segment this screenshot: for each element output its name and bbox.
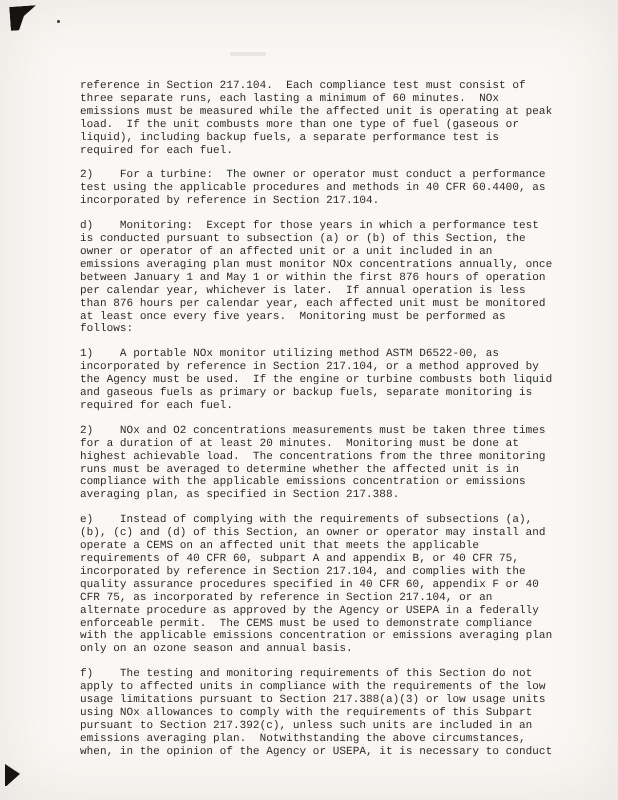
paragraph: f) The testing and monitoring requirements of this Section do not apply to affected units in compliance with the requirements of the low usage limitations pursuant to Section 217.388(a)(3) or low usage units using NOx allowances to comply with the requirements of this Subpart pursuant to Section 217.392(c), unless such units are included in an emissions averaging plan. Notwithstanding the above circumstances, when, in the opinion of the Agency or USEPA, it is necessary to conduct: [80, 668, 553, 758]
paragraph: e) Instead of complying with the requirements of subsections (a), (b), (c) and (d) of this Section, an owner or operator may install and operate a CEMS on an affected unit that meets the applicable requirements of 40 CFR 60, subpart A and appendix B, or 40 CFR 75, incorporated by reference in Section 217.104, and complies with the quality assurance procedures specified in 40 CFR 60, appendix F or 40 CFR 75, as incorporated by reference in Section 217.104, or an alternate procedure as approved by the Agency or USEPA in a federally enforceable permit. The CEMS must be used to demonstrate compliance with the applicable emissions concentration or emissions averaging plan only on an ozone season and annual basis.: [80, 514, 559, 656]
paragraph: d) Monitoring: Except for those years in which a performance test is conducted pursuant to subsection (a) or (b) of this Section, the owner or operator of an affected unit or a unit included in an emissions averaging plan must monitor NOx concentrations annually, once between January 1 and May 1 or within the first 876 hours of operation per calendar year, whichever is later. If annual operation is less than 876 hours per calendar year, each affected unit must be monitored at least once every five years. Monitoring must be performed as follows:: [80, 220, 559, 336]
paragraph: 2) NOx and O2 concentrations measurements must be taken three times for a duration of at least 20 minutes. Monitoring must be done at highest achievable load. The concentrations from the three monitoring runs must be averaged to determine whether the affected unit is in compliance with the applicable emissions concentration or emissions averaging plan, as specified in Section 217.388.: [80, 424, 553, 502]
paragraph: 1) A portable NOx monitor utilizing method ASTM D6522-00, as incorporated by reference in Section 217.104, or a method approved by the Agency must be used. If the engine or turbine combusts both liquid and gaseous fuels as primary or backup fuels, separate monitoring is required for each fuel.: [80, 348, 559, 412]
scan-artifact-bottom-left: [5, 764, 20, 786]
scan-artifact-smudge: [230, 52, 266, 56]
paragraph: 2) For a turbine: The owner or operator must conduct a performance test using the applicable procedures and methods in 40 CFR 60.4400, as incorporated by reference in Section 217.104.: [80, 169, 553, 208]
document-body: [80, 80, 559, 759]
paragraph: reference in Section 217.104. Each compliance test must consist of three separate runs, each lasting a minimum of 60 minutes. NOx emissions must be measured while the affected unit is operating at peak load. If the unit combusts more than one type of fuel (gaseous or liquid), including backup fuels, a separate performance test is required for each fuel.: [80, 80, 559, 157]
scan-artifact-dot: [57, 20, 60, 23]
scan-artifact-top-left: [9, 5, 38, 31]
